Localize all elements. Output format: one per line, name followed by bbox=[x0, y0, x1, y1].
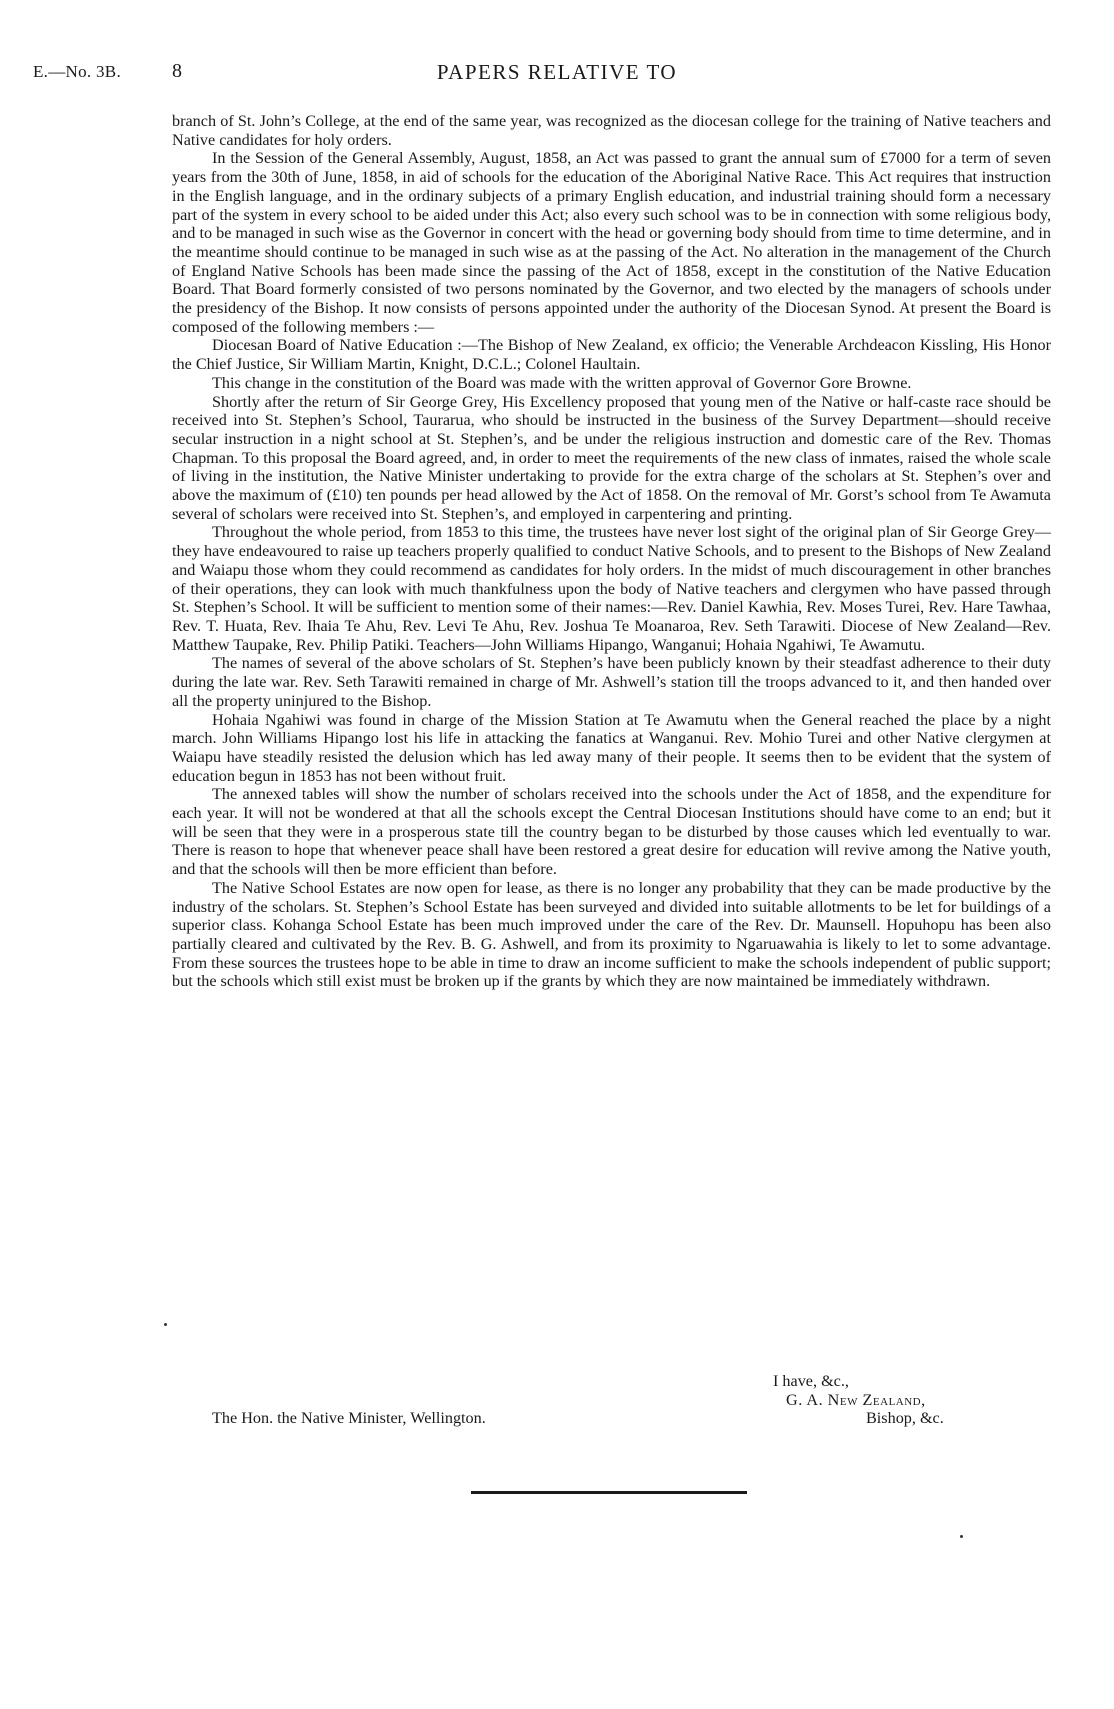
closing-salutation: I have, &c., bbox=[773, 1372, 849, 1390]
signature-title: Bishop, &c. bbox=[866, 1409, 944, 1427]
paragraph: In the Session of the General Assembly, August, 1858, an Act was passed to grant the annual sum of £7000 for a term of seven years from the 30th of June, 1858, in aid of schools for the education of the Aboriginal Native Race. This Act requires that instruction in the English language, and in the ordinary subjects of a primary English education, and industrial training should form a necessary part of the system in every school to be aided under this Act; also every such school was to be in connection with some religious body, and to be managed in such wise as the Governor in concert with the head or governing body should from time to time determine, and in the meantime should continue to be managed in such wise as at the passing of the Act. No alteration in the management of the Church of England Native Schools has been made since the passing of the Act of 1858, except in the constitution of the Native Education Board. That Board formerly consisted of two persons nominated by the Governor, and two elected by the managers of schools under the presidency of the Bishop. It now consists of persons appointed under the authority of the Diocesan Synod. At present the Board is composed of the following members :— bbox=[172, 149, 1051, 336]
addressee: The Hon. the Native Minister, Wellington. bbox=[212, 1409, 486, 1427]
stray-dot bbox=[960, 1535, 963, 1538]
paragraph: Diocesan Board of Native Education :—The Bishop of New Zealand, ex officio; the Venerable Archdeacon Kissling, His Honor the Chief Justice, Sir William Martin, Knight, D.C.L.; Colonel Haultain. bbox=[172, 336, 1051, 374]
document-reference: E.—No. 3B. bbox=[33, 62, 121, 81]
page-title: PAPERS RELATIVE TO bbox=[436, 60, 678, 84]
letter-body bbox=[172, 112, 1051, 991]
paragraph: Shortly after the return of Sir George Grey, His Excellency proposed that young men of the Native or half-caste race should be received into St. Stephen’s School, Taurarua, who should be instructed in the business of the Survey Department—should receive secular instruction in a night school at St. Stephen’s, and be under the religious instruction and domestic care of the Rev. Thomas Chapman. To this proposal the Board agreed, and, in order to meet the requirements of the new class of inmates, raised the whole scale of living in the institution, the Native Minister undertaking to provide for the extra charge of the scholars at St. Stephen’s over and above the maximum of (£10) ten pounds per head allowed by the Act of 1858. On the removal of Mr. Gorst’s school from Te Awamuta several of scholars were received into St. Stephen’s, and employed in carpentering and printing. bbox=[172, 392, 1051, 523]
paragraph: Hohaia Ngahiwi was found in charge of the Mission Station at Te Awamutu when the General reached the place by a night march. John Williams Hipango lost his life in attacking the fanatics at Wanganui. Rev. Mohio Turei and other Native clergymen at Waiapu have steadily resisted the delusion which has led away many of their people. It seems then to be evident that the system of education begun in 1853 has not been without fruit. bbox=[172, 710, 1051, 785]
signature: G. A. New Zealand, bbox=[786, 1391, 926, 1409]
paragraph: Throughout the whole period, from 1853 to this time, the trustees have never lost sight of the original plan of Sir George Grey—they have endeavoured to raise up teachers properly qualified to conduct Native Schools, and to present to the Bishops of New Zealand and Waiapu those whom they could recommend as candidates for holy orders. In the midst of much discouragement in other branches of their operations, they can look with much thankfulness upon the body of Native teachers and clergymen who have passed through St. Stephen’s School. It will be sufficient to mention some of their names:—Rev. Daniel Kawhia, Rev. Moses Turei, Rev. Hare Tawhaa, Rev. T. Huata, Rev. Ihaia Te Ahu, Rev. Levi Te Ahu, Rev. Joshua Te Moanaroa, Rev. Seth Tarawiti. Diocese of New Zealand—Rev. Matthew Taupake, Rev. Philip Patiki. Teachers—John Williams Hipango, Wanganui; Hohaia Ngahiwi, Te Awamutu. bbox=[172, 523, 1051, 654]
section-divider bbox=[471, 1491, 747, 1494]
paragraph: The annexed tables will show the number of scholars received into the schools under the Act of 1858, and the expenditure for each year. It will not be wondered at that all the schools except the Central Diocesan Institutions should have come to an end; but it will be seen that they were in a prosperous state till the country began to be disturbed by those causes which led eventually to war. There is reason to hope that whenever peace shall have been restored a great desire for education will revive among the Native youth, and that the schools will then be more efficient than before. bbox=[172, 785, 1051, 879]
paragraph: The Native School Estates are now open for lease, as there is no longer any probability that they can be made productive by the industry of the scholars. St. Stephen’s School Estate has been surveyed and divided into suitable allotments to be let for buildings of a superior class. Kohanga School Estate has been much improved under the care of the Rev. Dr. Maunsell. Hopuhopu has been also partially cleared and cultivated by the Rev. B. G. Ashwell, and from its proximity to Ngaruawahia is likely to let to some advantage. From these sources the trustees hope to be able in time to draw an income sufficient to make the schools independent of public support; but the schools which still exist must be broken up if the grants by which they are now maintained be immediately withdrawn. bbox=[172, 878, 1051, 991]
margin-mark bbox=[164, 1323, 167, 1326]
paragraph: The names of several of the above scholars of St. Stephen’s have been publicly known by their steadfast adherence to their duty during the late war. Rev. Seth Tarawiti remained in charge of Mr. Ashwell’s station till the troops advanced to it, and then handed over all the property uninjured to the Bishop. bbox=[172, 654, 1051, 710]
paragraph: This change in the constitution of the Board was made with the written approval of Governor Gore Browne. bbox=[212, 373, 912, 392]
page-number: 8 bbox=[172, 60, 183, 82]
paragraph: branch of St. John’s College, at the end of the same year, was recognized as the diocesan college for the training of Native teachers and Native candidates for holy orders. bbox=[172, 112, 1051, 149]
